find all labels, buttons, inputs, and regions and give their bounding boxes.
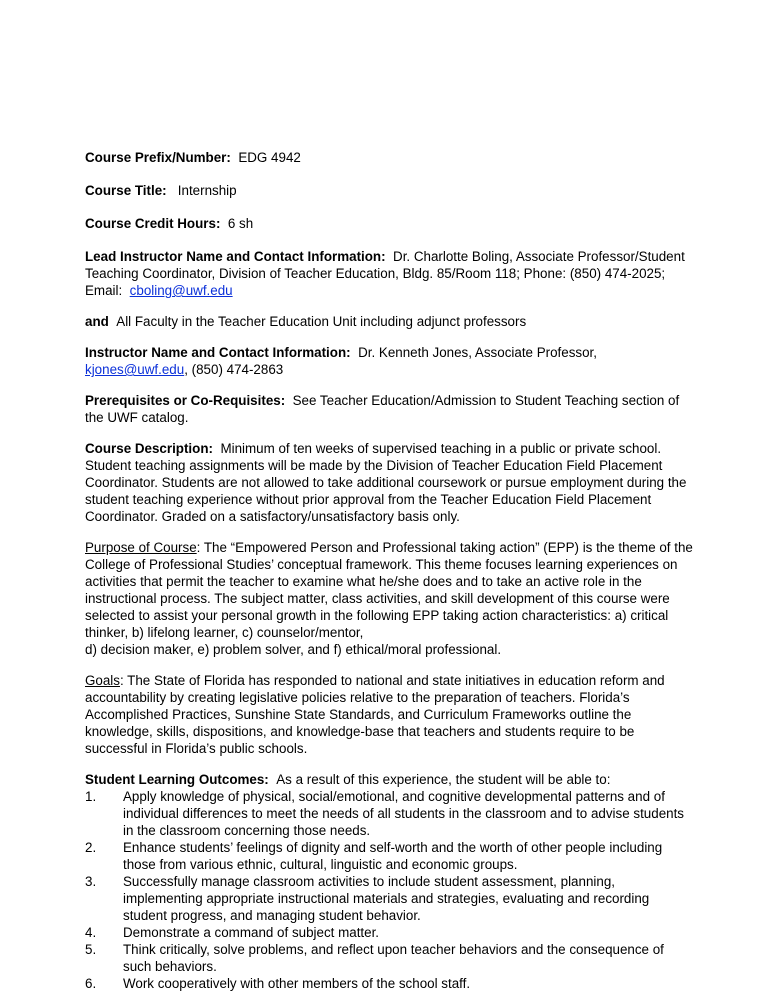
course-credit-value: 6 sh (227, 216, 254, 231)
list-item (85, 839, 695, 873)
prerequisites-label: Prerequisites or Co-Requisites: (85, 393, 286, 408)
list-item-text: Demonstrate a command of subject matter. (123, 925, 380, 940)
outcomes-section (85, 771, 695, 992)
outcomes-heading (85, 771, 695, 788)
list-item-number: 1. (85, 789, 97, 804)
course-title-value: Internship (177, 183, 237, 198)
syllabus-page (85, 149, 695, 992)
course-prefix-line (85, 149, 695, 166)
instructor-email-link[interactable]: kjones@uwf.edu (85, 362, 185, 377)
instructor-paragraph (85, 344, 695, 378)
description-paragraph (85, 440, 695, 525)
and-faculty-label: and (85, 314, 109, 329)
course-credit-label: Course Credit Hours: (85, 216, 221, 231)
instructor-label: Instructor Name and Contact Information: (85, 345, 351, 360)
instructor-phone: , (850) 474-2863 (184, 362, 284, 377)
prerequisites-paragraph (85, 392, 695, 426)
lead-instructor-paragraph (85, 248, 695, 299)
outcomes-intro: As a result of this experience, the student will be able to: (276, 772, 611, 787)
list-item (85, 975, 695, 992)
list-item-number: 6. (85, 976, 97, 991)
lead-instructor-label: Lead Instructor Name and Contact Information: (85, 249, 386, 264)
list-item-number: 4. (85, 925, 97, 940)
lead-instructor-email-link[interactable]: cboling@uwf.edu (129, 283, 233, 298)
list-item (85, 924, 695, 941)
goals-text: : The State of Florida has responded to national and state initiatives in education reform and accountability by creating legislative policies relative to the preparation of teachers. Florida’s Accomplished Practices, Sunshine State Standards, and Curriculum Frameworks outline the knowledge, skills, dispositions, and knowledge-base that teachers and students require to be successful in Florida’s public schools. (85, 673, 665, 756)
list-item (85, 873, 695, 924)
list-item-number: 2. (85, 840, 97, 855)
outcomes-list (85, 788, 695, 992)
purpose-text: : The “Empowered Person and Professional taking action” (EPP) is the theme of the College of Professional Studies’ conceptual framework. This theme focuses learning experiences on activities that permit the teacher to examine what he/she does and to take an active role in the instructional process. The subject matter, class activities, and skill development of this course were selected to assist your personal growth in the following EPP taking action characteristics: a) critical thinker, b) lifelong learner, c) counselor/mentor, (85, 540, 693, 640)
list-item-number: 3. (85, 874, 97, 889)
list-item-text: Apply knowledge of physical, social/emotional, and cognitive developmental patterns and of individual differences to meet the needs of all students in the classroom and to advise students in the classroom concerning those needs. (123, 789, 685, 838)
course-credit-line (85, 215, 695, 232)
prerequisites-text: See Teacher Education/Admission to Student Teaching section of the UWF catalog. (85, 393, 680, 425)
list-item (85, 788, 695, 839)
outcomes-label: Student Learning Outcomes: (85, 772, 269, 787)
course-title-label: Course Title: (85, 183, 167, 198)
description-label: Course Description: (85, 441, 213, 456)
list-item-text: Think critically, solve problems, and reflect upon teacher behaviors and the consequence of such behaviors. (123, 942, 664, 974)
description-text: Minimum of ten weeks of supervised teaching in a public or private school. Student teaching assignments will be made by the Division of Teacher Education Field Placement Coordinator. Students are not allowed to take additional coursework or pursue employment during the student teaching experience without prior approval from the Teacher Education Field Placement Coordinator. Graded on a satisfactory/unsatisfactory basis only. (85, 441, 687, 524)
goals-paragraph (85, 672, 695, 757)
list-item-number: 5. (85, 942, 97, 957)
list-item-text: Successfully manage classroom activities to include student assessment, planning, implementing appropriate instructional materials and strategies, evaluating and recording student progress, and managing student behavior. (123, 874, 650, 923)
purpose-text-line2: d) decision maker, e) problem solver, and f) ethical/moral professional. (85, 642, 502, 657)
instructor-text: Dr. Kenneth Jones, Associate Professor, (358, 345, 597, 360)
purpose-label: Purpose of Course (85, 540, 197, 555)
lead-instructor-text: Dr. Charlotte Boling, Associate Professor/Student Teaching Coordinator, Division of Teacher Education, Bldg. 85/Room 118; Phone: (850) 474-2025; Email: (85, 249, 685, 298)
course-prefix-value: EDG 4942 (238, 150, 301, 165)
course-title-line (85, 182, 695, 199)
and-faculty-text: All Faculty in the Teacher Education Unit including adjunct professors (116, 314, 527, 329)
purpose-paragraph (85, 539, 695, 658)
goals-label: Goals (85, 673, 120, 688)
list-item (85, 941, 695, 975)
course-prefix-label: Course Prefix/Number: (85, 150, 231, 165)
and-faculty-paragraph (85, 313, 695, 330)
list-item-text: Work cooperatively with other members of the school staff. (123, 976, 471, 991)
list-item-text: Enhance students’ feelings of dignity and self-worth and the worth of other people including those from various ethnic, cultural, linguistic and economic groups. (123, 840, 663, 872)
